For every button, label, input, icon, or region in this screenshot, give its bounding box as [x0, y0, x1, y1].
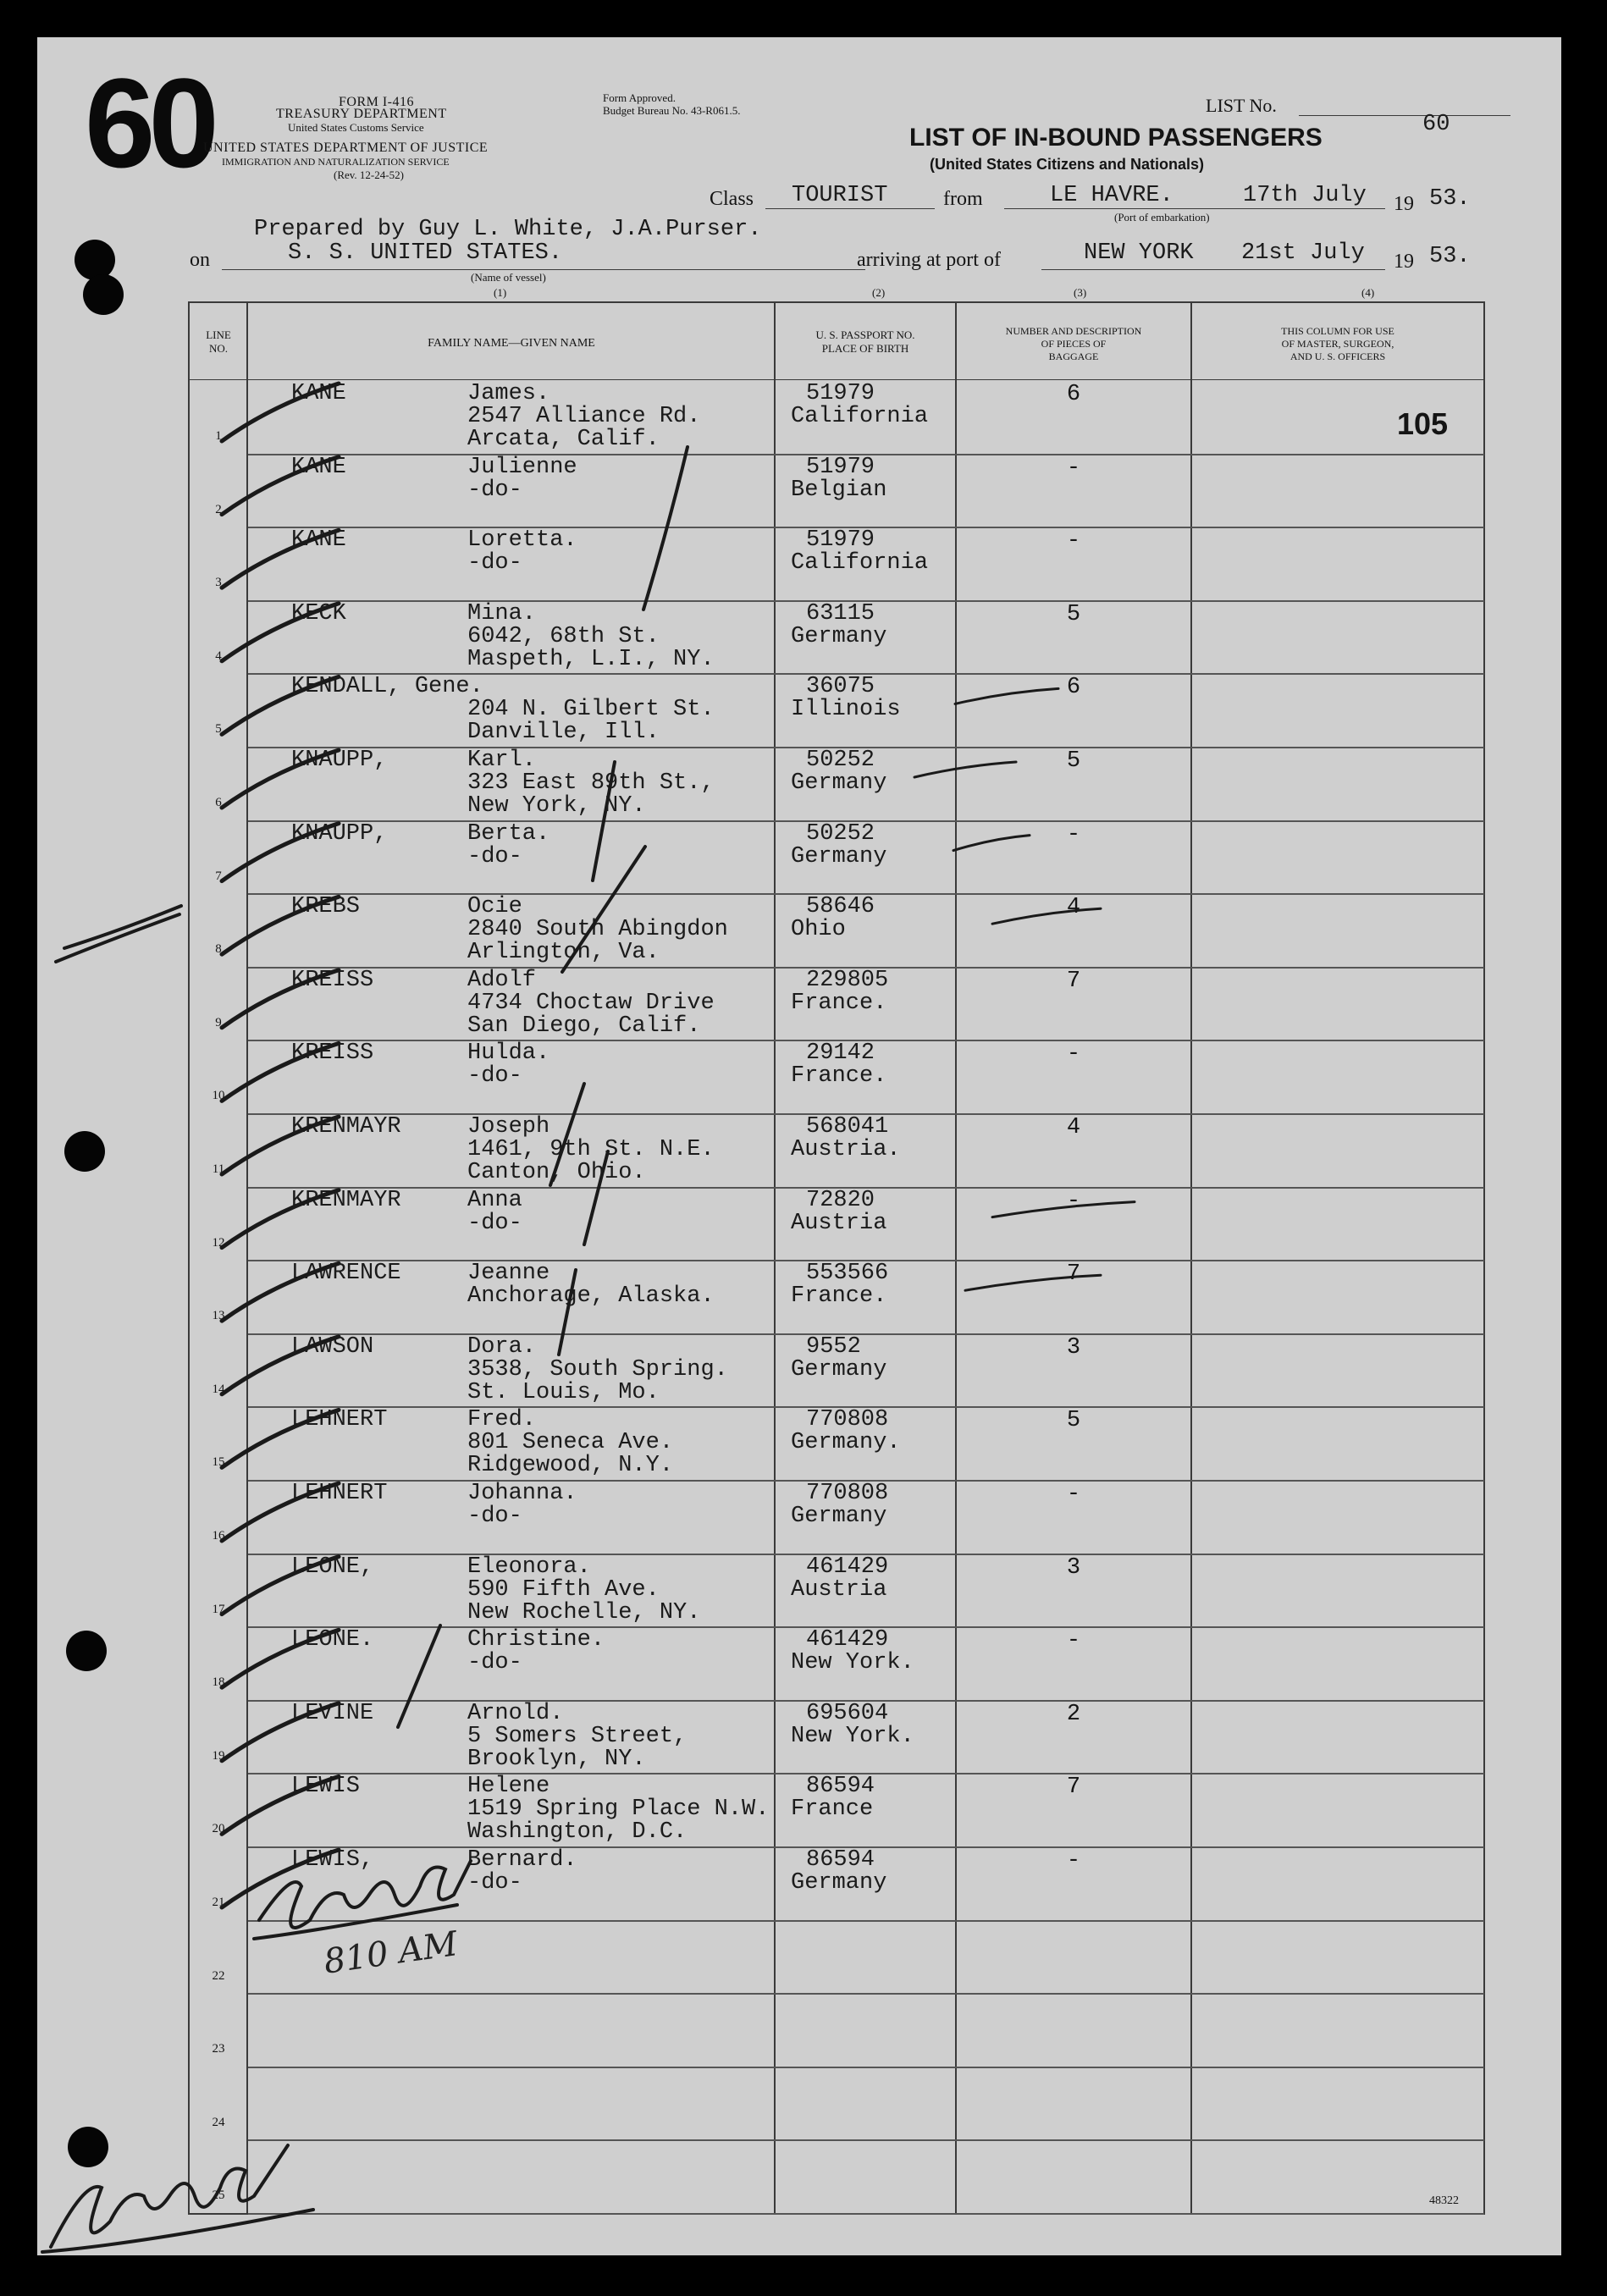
check-mark — [222, 604, 339, 661]
arriving-label: arriving at port of — [857, 249, 1001, 271]
place-of-birth: Germany — [791, 624, 887, 649]
col-num-3: (3) — [1074, 286, 1087, 299]
pen-stroke — [584, 1151, 608, 1245]
col-num-4: (4) — [1361, 286, 1375, 299]
baggage-tick — [914, 762, 1016, 777]
check-mark — [222, 1190, 339, 1248]
address-line-2: Arlington, Va. — [467, 940, 660, 965]
line-number: 17 — [212, 1603, 225, 1616]
passport-number: 50252 — [806, 748, 875, 773]
embark-year: 53. — [1429, 186, 1471, 212]
margin-scribble — [56, 906, 181, 962]
baggage-count: - — [1066, 822, 1081, 847]
given-name: Berta. — [467, 821, 550, 847]
baggage-count: 3 — [1066, 1555, 1081, 1581]
place-of-birth: France. — [791, 1283, 887, 1309]
baggage-tick — [953, 836, 1030, 851]
check-mark — [222, 1776, 339, 1834]
year-prefix: 19 — [1394, 193, 1414, 215]
passport-number: 695604 — [806, 1701, 889, 1726]
immigration-service: IMMIGRATION AND NATURALIZATION SERVICE — [222, 156, 450, 168]
line-number: 9 — [215, 1016, 222, 1029]
arrival-year: 53. — [1429, 244, 1471, 269]
family-name: KECK — [291, 601, 346, 626]
family-name: LEHNERT — [291, 1481, 388, 1506]
passport-number: 9552 — [806, 1334, 861, 1360]
passport-number: 58646 — [806, 894, 875, 919]
passport-number: 553566 — [806, 1261, 889, 1286]
check-mark — [222, 1483, 339, 1541]
family-name: KRENMAYR — [291, 1188, 401, 1213]
family-name: LAWRENCE — [291, 1261, 401, 1286]
address-line-1: Anchorage, Alaska. — [467, 1283, 715, 1309]
baggage-count: - — [1066, 1482, 1081, 1507]
address-line-1: -do- — [467, 1650, 522, 1675]
baggage-count: 4 — [1066, 1115, 1081, 1140]
passport-number: 63115 — [806, 601, 875, 626]
header-officers: THIS COLUMN FOR USE OF MASTER, SURGEON, AND U. S. OFFICERS — [1281, 325, 1394, 362]
form-number: FORM I-416 — [339, 95, 415, 109]
line-number: 1 — [215, 429, 222, 443]
passport-number: 36075 — [806, 674, 875, 699]
header-baggage: NUMBER AND DESCRIPTION OF PIECES OF BAGGAGE — [1005, 325, 1142, 362]
line-number: 22 — [212, 1969, 225, 1983]
address-line-2: Arcata, Calif. — [467, 427, 660, 452]
form-approved: Form Approved. — [603, 91, 676, 104]
baggage-tick — [965, 1275, 1101, 1290]
address-line-1: -do- — [467, 1211, 522, 1236]
place-of-birth: Belgian — [791, 477, 887, 503]
given-name: Joseph — [467, 1114, 550, 1140]
family-name: KANE — [291, 527, 346, 553]
family-name: KNAUPP, — [291, 748, 388, 773]
address-line-2: Danville, Ill. — [467, 720, 660, 745]
check-mark — [222, 1263, 339, 1321]
line-number: 6 — [215, 796, 222, 809]
check-mark — [222, 970, 339, 1028]
address-line-2: St. Louis, Mo. — [467, 1380, 660, 1405]
baggage-count: - — [1066, 1848, 1081, 1874]
line-number: 16 — [212, 1529, 225, 1543]
family-name: LEHNERT — [291, 1407, 388, 1432]
family-name: KENDALL, Gene. — [291, 674, 483, 699]
passport-number: 86594 — [806, 1847, 875, 1873]
pen-stroke — [562, 847, 645, 972]
place-of-birth: Germany — [791, 1504, 887, 1529]
passport-number: 461429 — [806, 1627, 889, 1653]
check-mark — [222, 1117, 339, 1174]
address-line-1: 4734 Choctaw Drive — [467, 991, 715, 1016]
line-number: 19 — [212, 1749, 225, 1763]
given-name: Christine. — [467, 1627, 605, 1653]
signature — [42, 2145, 313, 2252]
passport-number: 770808 — [806, 1481, 889, 1506]
line-number: 20 — [212, 1822, 225, 1835]
address-line-2: New York, NY. — [467, 793, 646, 819]
baggage-count: 2 — [1066, 1702, 1081, 1727]
baggage-count: - — [1066, 528, 1081, 554]
place-of-birth: Ohio — [791, 917, 846, 942]
given-name: Ocie — [467, 894, 522, 919]
pen-stroke — [593, 762, 615, 880]
address-line-1: -do- — [467, 1504, 522, 1529]
col-num-1: (1) — [494, 286, 507, 299]
passport-number: 770808 — [806, 1407, 889, 1432]
prepared-by: Prepared by Guy L. White, J.A.Purser. — [254, 217, 762, 242]
place-of-birth: California — [791, 404, 929, 429]
place-of-birth: France. — [791, 991, 887, 1016]
check-mark — [222, 530, 339, 588]
list-number: 60 — [1422, 112, 1450, 137]
address-line-2: New Rochelle, NY. — [467, 1600, 701, 1625]
baggage-count: 3 — [1066, 1335, 1081, 1360]
line-number: 7 — [215, 869, 222, 883]
place-of-birth: New York. — [791, 1650, 914, 1675]
passport-number: 50252 — [806, 821, 875, 847]
family-name: LEONE. — [291, 1627, 374, 1653]
handwritten-time: 810 AM — [321, 1924, 461, 1982]
embark-date: 17th July — [1243, 183, 1367, 208]
passport-number: 461429 — [806, 1554, 889, 1580]
pen-stroke — [643, 447, 688, 610]
header-line-no: LINE NO. — [206, 328, 231, 355]
given-name: Hulda. — [467, 1040, 550, 1066]
address-line-2: Brooklyn, NY. — [467, 1747, 646, 1772]
place-of-birth: Germany — [791, 770, 887, 796]
on-label: on — [190, 249, 210, 271]
baggage-count: - — [1066, 1189, 1081, 1214]
check-mark — [222, 1703, 339, 1761]
address-line-2: Canton, Ohio. — [467, 1160, 646, 1185]
place-of-birth: Germany — [791, 1870, 887, 1896]
given-name: Arnold. — [467, 1701, 564, 1726]
check-mark — [222, 1850, 339, 1907]
line-number: 23 — [212, 2042, 225, 2056]
address-line-1: 1461, 9th St. N.E. — [467, 1137, 715, 1162]
address-line-2: Maspeth, L.I., NY. — [467, 647, 715, 672]
check-mark — [222, 1557, 339, 1614]
given-name: Loretta. — [467, 527, 577, 553]
address-line-2: San Diego, Calif. — [467, 1013, 701, 1039]
customs-service: United States Customs Service — [288, 121, 424, 134]
baggage-tick — [955, 688, 1058, 704]
stamp-number: 60 — [85, 52, 213, 194]
check-mark — [222, 750, 339, 808]
family-name: KANE — [291, 381, 346, 406]
baggage-count: - — [1066, 455, 1081, 481]
address-line-2: Ridgewood, N.Y. — [467, 1453, 674, 1478]
page-subtitle: (United States Citizens and Nationals) — [930, 156, 1205, 173]
check-mark — [222, 1043, 339, 1101]
family-name: LEVINE — [291, 1701, 374, 1726]
given-name: Julienne — [467, 455, 577, 480]
line-number: 21 — [212, 1896, 225, 1909]
given-name: Johanna. — [467, 1481, 577, 1506]
family-name: KREISS — [291, 1040, 374, 1066]
passport-number: 51979 — [806, 381, 875, 406]
address-line-1: -do- — [467, 477, 522, 503]
line-number: 12 — [212, 1236, 225, 1250]
check-mark — [222, 1410, 339, 1467]
pen-stroke — [398, 1625, 440, 1727]
header-name: FAMILY NAME—GIVEN NAME — [428, 337, 595, 350]
address-line-1: -do- — [467, 844, 522, 869]
passport-number: 51979 — [806, 455, 875, 480]
check-mark — [222, 1630, 339, 1687]
address-line-1: 590 Fifth Ave. — [467, 1577, 660, 1603]
address-line-1: 2547 Alliance Rd. — [467, 404, 701, 429]
passport-number: 72820 — [806, 1188, 875, 1213]
page-title: LIST OF IN-BOUND PASSENGERS — [909, 124, 1323, 152]
line-number: 11 — [212, 1162, 225, 1176]
place-of-birth: Germany. — [791, 1430, 901, 1455]
given-name: Dora. — [467, 1334, 537, 1360]
line-number: 14 — [212, 1383, 225, 1396]
check-mark — [222, 824, 339, 881]
col-num-2: (2) — [872, 286, 886, 299]
line-number: 13 — [212, 1309, 225, 1322]
address-line-1: 323 East 89th St., — [467, 770, 715, 796]
treasury-department: TREASURY DEPARTMENT — [276, 107, 447, 121]
baggage-count: - — [1066, 1628, 1081, 1653]
address-line-1: 1519 Spring Place N.W. — [467, 1797, 770, 1822]
place-of-birth: France — [791, 1797, 874, 1822]
line-number: 4 — [215, 649, 222, 663]
from-label: from — [943, 188, 983, 210]
given-name: Karl. — [467, 748, 537, 773]
passport-number: 29142 — [806, 1040, 875, 1066]
family-name: LAWSON — [291, 1334, 374, 1360]
header-passport: U. S. PASSPORT NO. PLACE OF BIRTH — [815, 328, 915, 355]
given-name: Fred. — [467, 1407, 537, 1432]
place-of-birth: Illinois — [791, 697, 901, 722]
year-prefix-2: 19 — [1394, 251, 1414, 273]
family-name: KNAUPP, — [291, 821, 388, 847]
arrival-port: NEW YORK — [1084, 240, 1194, 266]
family-name: KANE — [291, 455, 346, 480]
line-number: 18 — [212, 1675, 225, 1689]
line-number: 5 — [215, 722, 222, 736]
family-name: LEWIS — [291, 1774, 361, 1799]
passport-number: 51979 — [806, 527, 875, 553]
place-of-birth: Austria. — [791, 1137, 901, 1162]
place-of-birth: Austria — [791, 1211, 887, 1236]
given-name: Bernard. — [467, 1847, 577, 1873]
family-name: LEONE, — [291, 1554, 374, 1580]
passport-number: 229805 — [806, 968, 889, 993]
place-of-birth: Germany — [791, 844, 887, 869]
baggage-tick — [992, 1202, 1135, 1217]
family-name: LEWIS, — [291, 1847, 374, 1873]
address-line-1: -do- — [467, 1870, 522, 1896]
form-code: 48322 — [1429, 2194, 1459, 2207]
arrival-date: 21st July — [1241, 240, 1365, 266]
class-label: Class — [710, 188, 754, 210]
baggage-tick — [992, 908, 1101, 924]
passport-number: 86594 — [806, 1774, 875, 1799]
address-line-1: 801 Seneca Ave. — [467, 1430, 674, 1455]
line-number: 15 — [212, 1455, 225, 1469]
baggage-count: 7 — [1066, 969, 1081, 994]
baggage-count: 5 — [1066, 1408, 1081, 1433]
given-name: Eleonora. — [467, 1554, 591, 1580]
check-mark — [222, 1337, 339, 1394]
given-name: Helene — [467, 1774, 550, 1799]
place-of-birth: New York. — [791, 1724, 914, 1749]
line-number: 3 — [215, 576, 222, 589]
place-of-birth: France. — [791, 1063, 887, 1089]
line-number: 10 — [212, 1089, 225, 1102]
given-name: Adolf — [467, 968, 537, 993]
family-name: KREISS — [291, 968, 374, 993]
given-name: Mina. — [467, 601, 537, 626]
address-line-1: 3538, South Spring. — [467, 1357, 728, 1383]
family-name: KRENMAYR — [291, 1114, 401, 1140]
check-mark — [222, 897, 339, 954]
place-of-birth: Austria — [791, 1577, 887, 1603]
baggage-count: 6 — [1066, 675, 1081, 700]
vessel-note: (Name of vessel) — [471, 271, 546, 284]
check-mark — [222, 457, 339, 515]
baggage-count: 5 — [1066, 602, 1081, 627]
pen-stroke — [559, 1270, 576, 1355]
line-number: 24 — [212, 2116, 225, 2129]
line-number: 8 — [215, 942, 222, 956]
given-name: Jeanne — [467, 1261, 550, 1286]
baggage-count: 7 — [1066, 1261, 1081, 1287]
line-number: 25 — [212, 2188, 225, 2202]
family-name: KREBS — [291, 894, 361, 919]
class-value: TOURIST — [792, 183, 888, 208]
address-line-1: 2840 South Abingdon — [467, 917, 728, 942]
place-of-birth: Germany — [791, 1357, 887, 1383]
list-no-label: LIST No. — [1206, 95, 1277, 116]
budget-bureau: Budget Bureau No. 43-R061.5. — [603, 104, 741, 117]
baggage-count: 7 — [1066, 1774, 1081, 1800]
line-number: 2 — [215, 503, 222, 516]
check-mark — [222, 676, 339, 734]
baggage-count: - — [1066, 1041, 1081, 1067]
embark-note: (Port of embarkation) — [1114, 211, 1210, 224]
embark-port: LE HAVRE. — [1050, 183, 1173, 208]
baggage-count: 4 — [1066, 895, 1081, 920]
given-name: Anna — [467, 1188, 522, 1213]
given-name: James. — [467, 381, 550, 406]
place-of-birth: California — [791, 550, 929, 576]
address-line-1: -do- — [467, 550, 522, 576]
justice-department: UNITED STATES DEPARTMENT OF JUSTICE — [203, 141, 489, 155]
address-line-1: -do- — [467, 1063, 522, 1089]
address-line-2: Washington, D.C. — [467, 1819, 688, 1845]
passport-number: 568041 — [806, 1114, 889, 1140]
address-line-1: 6042, 68th St. — [467, 624, 660, 649]
baggage-count: 6 — [1066, 382, 1081, 407]
pen-stroke — [550, 1084, 584, 1185]
baggage-count: 5 — [1066, 748, 1081, 774]
officer-note: 105 — [1397, 406, 1449, 441]
form-revision: (Rev. 12-24-52) — [334, 168, 404, 181]
address-line-1: 204 N. Gilbert St. — [467, 697, 715, 722]
address-line-1: 5 Somers Street, — [467, 1724, 688, 1749]
vessel-name: S. S. UNITED STATES. — [288, 240, 563, 266]
check-mark — [222, 384, 339, 441]
